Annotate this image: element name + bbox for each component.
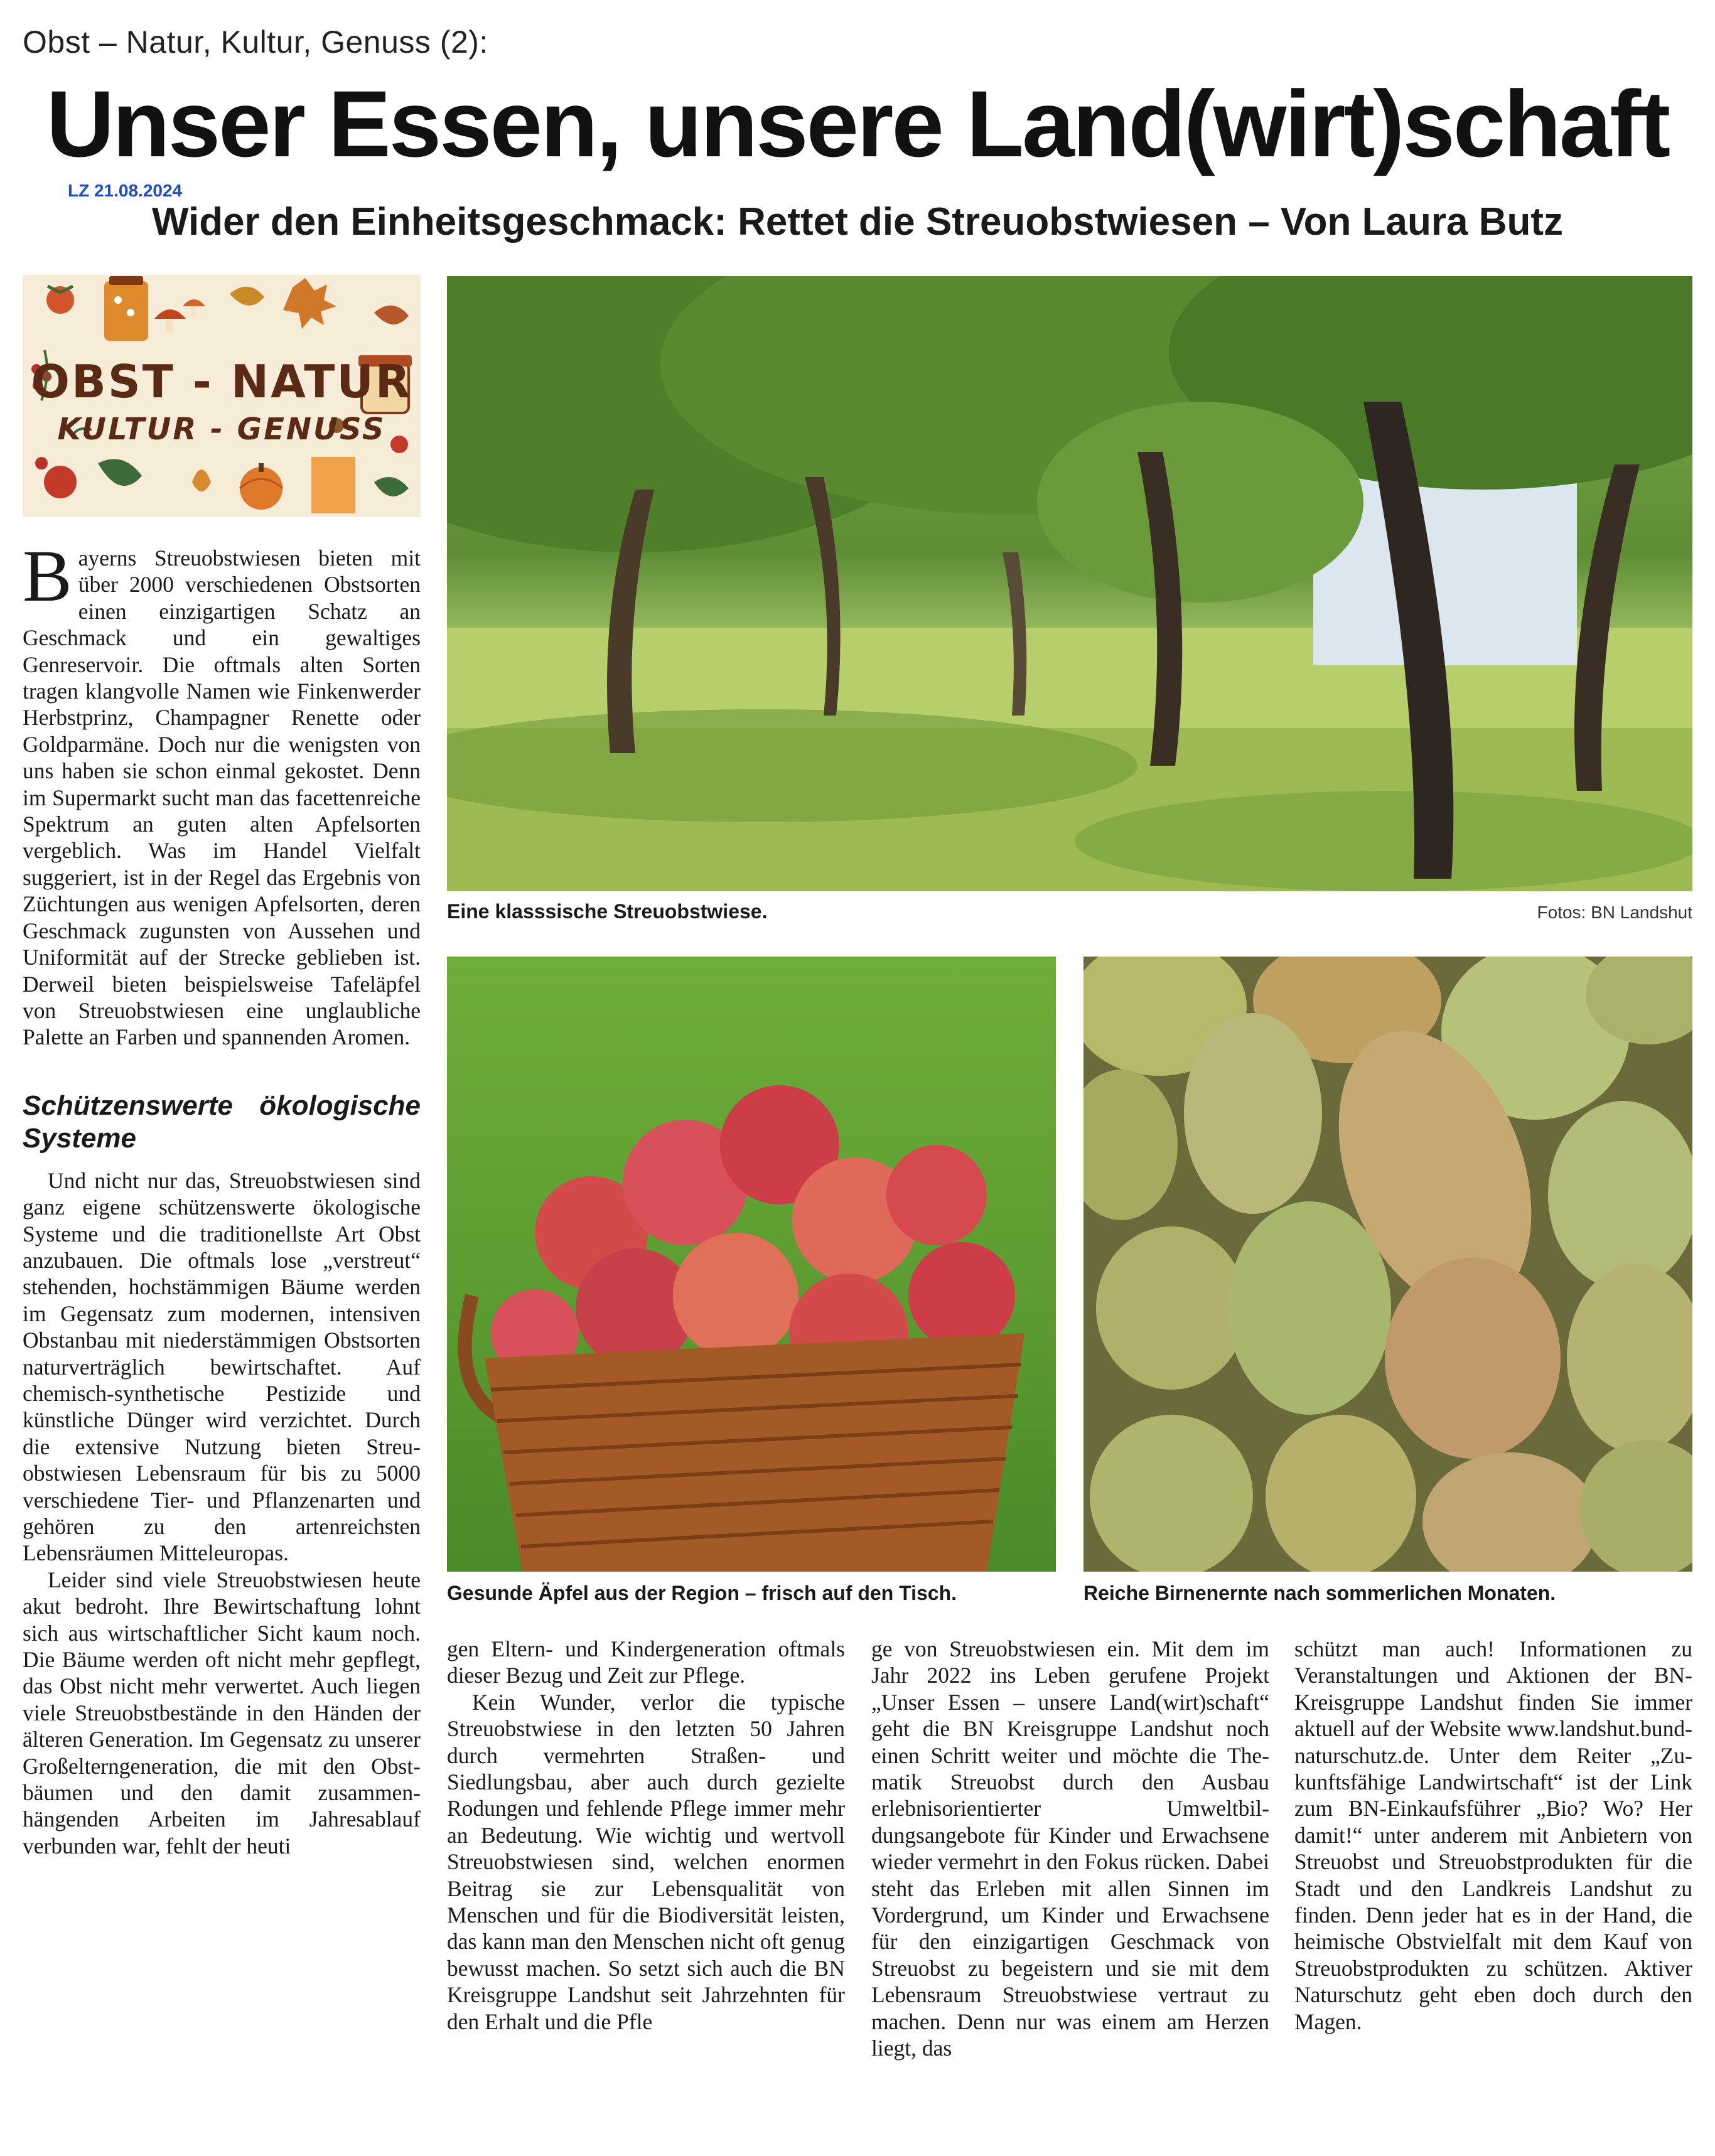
article-column-3 bbox=[871, 1636, 1269, 2062]
pears-photo bbox=[1083, 957, 1692, 1572]
photo-credit: Fotos: BN Landshut bbox=[1537, 903, 1692, 922]
article-column-4 bbox=[1294, 1636, 1692, 2035]
headline: Unser Essen, unsere Land(wirt)schaft bbox=[46, 71, 1669, 176]
col2-paragraph: Kein Wunder, verlor die typische Streuobstwiese in den letzten 50 Jahren durch vermehrten Straßen- und Siedlungsbau, aber auch durch gezielte Rodungen und fehlende Pflege immer mehr an Bedeutung. Wie wichtig und wertvoll Streuobstwiesen sind, welchen enormen Beitrag sie zur Lebensqualität von Menschen und für die Biodiversität leisten, das kann man den Menschen nicht oft genug bewusst machen. So setzt sich auch die BN Kreisgruppe Landshut seit Jahrzehnten für den Erhalt und die Pfle bbox=[447, 1689, 845, 2034]
paragraph-1: Und nicht nur das, Streuobstwiesen sind ganz eigene schützenswerte ökologische Systeme und die traditionellste Art Obst anzubauen. Die oftmals lose „verstreut“ stehenden, hochstämmigen Bäume werden im Gegensatz zum modernen, intensiven Obstanbau mit niederstämmigen Obstsorten naturverträglich bewirtschaftet. Auf chemisch-synthetische Pestizide und künstliche Dünger wird verzichtet. Durch die extensive Nutzung bieten Streuobstwiesen Lebensraum für bis zu 5000 verschiedene Tier- und Pflanzenarten und gehören zu den artenreichsten Lebensräumen Mitteleuropas. bbox=[23, 1167, 421, 1566]
article-column-2 bbox=[447, 1636, 845, 2035]
apples-photo bbox=[447, 957, 1056, 1572]
subheadline: Wider den Einheitsgeschmack: Rettet die Streuobstwiesen – Von Laura Butz bbox=[152, 200, 1563, 244]
date-tag: LZ 21.08.2024 bbox=[68, 181, 183, 200]
col2-continuation: gen Eltern- und Kindergeneration oftmals dieser Bezug und Zeit zur Pflege. bbox=[447, 1636, 845, 1688]
logo-line1: OBST - NATUR bbox=[31, 355, 412, 408]
section-title: Schützenswerte ökologische Systeme bbox=[23, 1090, 421, 1154]
col3-paragraph: ge von Streuobstwiesen ein. Mit dem im Jahr 2022 ins Leben gerufene Projekt „Unser Essen – unsere Land(wirt)schaft“ geht die BN Kreisgruppe Landshut noch einen Schritt weiter und möchte die Thematik Streuobst durch den Ausbau erlebnisorientierter Umweltbildungsangebote für Kinder und Erwachsene wieder vermehrt in den Fokus rücken. Dabei steht das Erleben mit allen Sinnen im Vordergrund, um Kinder und Erwachsene für den einzigartigen Geschmack von Streuobst zu begeistern und sie mit dem Lebensraum Streuobstwiese vertraut zu machen. Denn nur was einem am Herzen liegt, das bbox=[871, 1636, 1269, 2061]
pears-pile-icon bbox=[1083, 957, 1692, 1572]
orchard-image-icon bbox=[447, 276, 1692, 891]
drop-cap: B bbox=[23, 535, 72, 617]
logo-line2: KULTUR - GENUSS bbox=[57, 412, 386, 447]
intro-text: ayerns Streuobstwiesen bieten mit über 2000 verschiedenen Obstsorten einen einzigartigen Schatz an Geschmack und ein gewaltiges Genreservoir. Die oftmals alten Sorten tragen klangvolle Namen wie Finkenwerder Herbstprinz, Champagner Renette oder Goldparmäne. Doch nur die wenigsten von uns haben sie schon einmal gekostet. Denn im Supermarkt sucht man das facettenreiche Spektrum an guten alten Apfelsorten vergeblich. Was im Handel Vielfalt suggeriert, ist in der Regel das Ergebnis von Züchtungen aus wenigen Apfelsorten, deren Geschmack zugunsten von Aussehen und Uniformität auf der Strecke geblieben ist. Derweil bieten beispielsweise Tafeläpfel von Streuobstwiesen eine unglaubliche Palette an Farben und spannenden Aromen. bbox=[23, 545, 421, 1050]
apple-basket-icon bbox=[447, 957, 1056, 1572]
pears-caption: Reiche Birnenernte nach sommerlichen Monaten. bbox=[1083, 1582, 1556, 1604]
series-logo bbox=[23, 275, 421, 517]
article-column-1 bbox=[23, 535, 421, 1859]
col4-paragraph: schützt man auch! Informationen zu Veranstaltungen und Aktionen der BN-Kreisgruppe Landshut finden Sie immer aktuell auf der Website www.landshut.bund-naturschutz.de. Unter dem Reiter „Zukunftsfähige Landwirtschaft“ ist der Link zum BN-Einkaufsführer „Bio? Wo? Her damit!“ unter anderem mit Anbietern von Streuobst und Streuobstprodukten für die Stadt und den Landkreis Landshut zu finden. Denn jeder hat es in der Hand, die heimische Obstvielfalt mit dem Kauf von Streuobstprodukten zu schützen. Aktiver Naturschutz geht eben doch durch den Magen. bbox=[1294, 1636, 1692, 2034]
orchard-caption: Eine klasssische Streuobstwiese. bbox=[447, 900, 768, 923]
apples-caption: Gesunde Äpfel aus der Region – frisch auf den Tisch. bbox=[447, 1582, 957, 1604]
series-title: Obst – Natur, Kultur, Genuss (2): bbox=[23, 24, 488, 60]
orchard-photo bbox=[447, 276, 1692, 891]
intro-paragraph bbox=[23, 535, 421, 1051]
paragraph-2: Leider sind viele Streuobstwiesen heute akut bedroht. Ihre Bewirtschaftung lohnt sich aus wirtschaftlicher Sicht kaum noch. Die Bäume werden oft nicht mehr gepflegt, das Obst nicht mehr verwertet. Auch liegen viele Streuobstbestände in den Händen der älteren Generation. Im Gegensatz zu unserer Großelterngeneration, die mit den Obstbäumen und den damit zusammenhängenden Arbeiten im Jahresablauf verbunden war, fehlt der heuti bbox=[23, 1567, 421, 1858]
